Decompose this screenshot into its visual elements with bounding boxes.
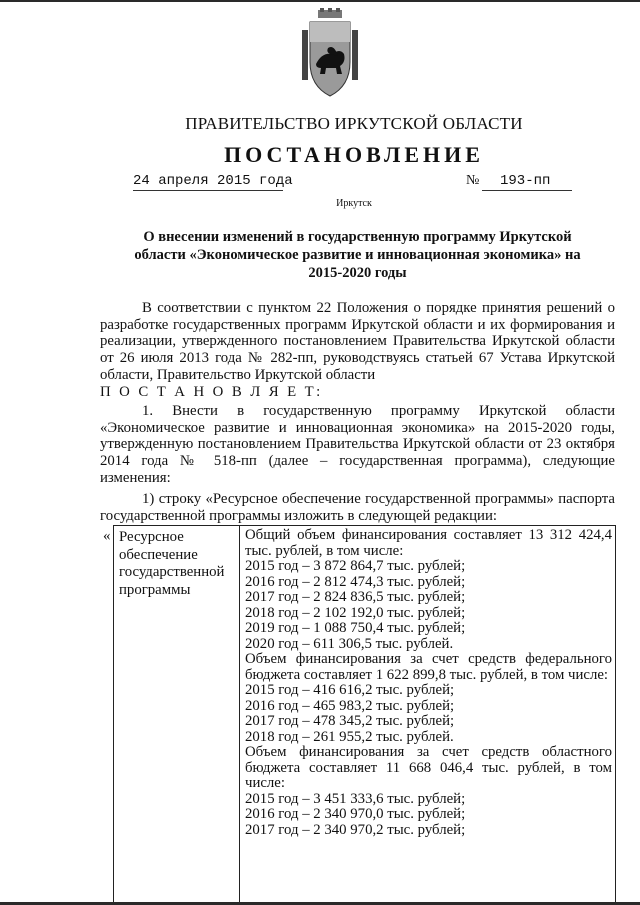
number-underline (482, 190, 572, 191)
resource-values-cell (240, 526, 615, 903)
item-1-text: 1. Внести в государственную программу Иркутской области «Экономическое развитие и инновационная экономика» на 2015-2020 годы, утвержденную постановлением Правительства Иркутской области от 23 октября 2014 года № 518-пп (далее – государственная программа), следующие изменения: (100, 403, 615, 486)
intro-paragraph (100, 300, 615, 400)
document-date: 24 апреля 2015 года (133, 173, 293, 189)
table-line: 2015 год – 3 451 333,6 тыс. рублей; (245, 790, 466, 807)
resource-table (113, 525, 616, 903)
table-line: 2016 год – 465 983,2 тыс. рублей; (245, 697, 455, 714)
table-line: 2016 год – 2 340 970,0 тыс. рублей; (245, 806, 466, 822)
table-line: Объем финансирования за счет средств областного бюджета составляет 11 668 046,4 тыс. рублей, в том числе: (245, 744, 612, 791)
scan-edge-top (0, 0, 640, 2)
number-label: № (466, 173, 480, 188)
table-line: 2017 год – 478 345,2 тыс. рублей; (245, 713, 455, 729)
table-line: 2017 год – 2 824 836,5 тыс. рублей; (245, 589, 466, 605)
table-line: Общий объем финансирования составляет 13 312 424,4 тыс. рублей, в том числе: (245, 527, 612, 559)
table-line: 2017 год – 2 340 970,2 тыс. рублей; (245, 821, 466, 838)
government-title: ПРАВИТЕЛЬСТВО ИРКУТСКОЙ ОБЛАСТИ (185, 114, 523, 133)
item-1-paragraph (100, 403, 615, 487)
coat-of-arms-icon (296, 8, 364, 98)
document-subject: О внесении изменений в государственную программу Иркутской области «Экономическое развитие и инновационная экономика» на 2015-2020 годы (134, 229, 581, 281)
decree-word: П О С Т А Н О В Л Я Е Т: (100, 383, 323, 400)
table-line: 2016 год – 2 812 474,3 тыс. рублей; (245, 573, 466, 590)
table-line: 2019 год – 1 088 750,4 тыс. рублей; (245, 620, 466, 636)
table-line: 2020 год – 611 306,5 тыс. рублей. (245, 635, 454, 652)
date-underline (133, 190, 283, 191)
table-line: 2015 год – 3 872 864,7 тыс. рублей; (245, 558, 466, 574)
document-number: 193-пп (500, 173, 551, 189)
item-1-sub-1-text: 1) строку «Ресурсное обеспечение государственной программы» паспорта государственной программы изложить в следующей редакции: (100, 491, 615, 524)
document-type: ПОСТАНОВЛЕНИЕ (224, 142, 484, 167)
table-line: 2018 год – 261 955,2 тыс. рублей. (245, 728, 454, 745)
table-line: Объем финансирования за счет средств федерального бюджета составляет 1 622 899,8 тыс. рублей, в том числе: (245, 651, 612, 683)
item-1-sub-1-paragraph (100, 491, 615, 524)
resource-label-cell: Ресурсное обеспечение государственной программы (114, 526, 240, 903)
table-line: 2018 год – 2 102 192,0 тыс. рублей; (245, 604, 466, 621)
intro-text: В соответствии с пунктом 22 Положения о порядке принятия решений о разработке государственных программ Иркутской области и их формирования и реализации, утвержденного постановлением Правительства Иркутской области от 26 июля 2013 года № 282-пп, руководствуясь статьей 67 Устава Иркутской области, Правительство Иркутской области (100, 300, 615, 383)
table-line: 2015 год – 416 616,2 тыс. рублей; (245, 682, 455, 698)
open-quote-mark: « (103, 528, 111, 544)
document-city: Иркутск (336, 198, 372, 209)
